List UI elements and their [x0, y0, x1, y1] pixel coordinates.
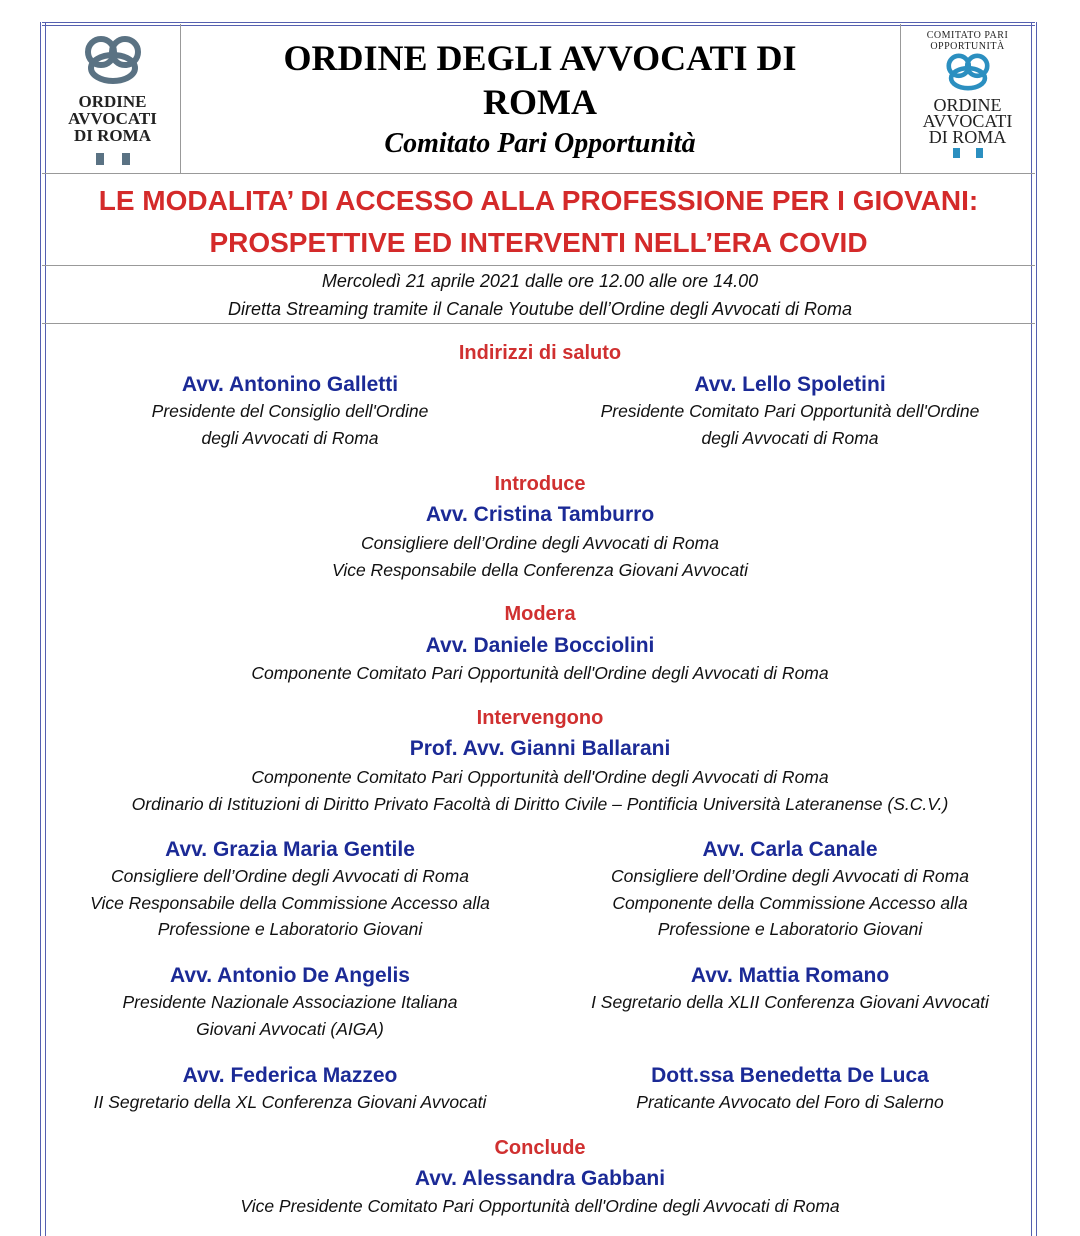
speaker	[40, 838, 540, 943]
speaker-role: Consigliere dell’Ordine degli Avvocati di Roma	[611, 866, 969, 886]
speaker	[540, 1064, 1040, 1116]
ordine-avvocati-logo	[50, 34, 175, 170]
speaker-name: Prof. Avv. Gianni Ballarani	[409, 737, 671, 760]
section-heading: Introduce	[494, 473, 586, 495]
speaker	[40, 373, 540, 451]
logo-text: ORDINE	[933, 95, 1002, 115]
event-date: Mercoledì 21 aprile 2021 dalle ore 12.00 alle ore 14.00	[321, 271, 759, 291]
speaker-name: Avv. Federica Mazzeo	[182, 1064, 398, 1087]
divider	[42, 265, 1035, 266]
event-streaming: Diretta Streaming tramite il Canale Youtube dell’Ordine degli Avvocati di Roma	[228, 299, 852, 319]
org-title-line: ROMA	[483, 82, 597, 122]
section-heading: Conclude	[494, 1137, 586, 1159]
speaker	[540, 373, 1040, 451]
speaker-name: Avv. Grazia Maria Gentile	[165, 838, 415, 861]
logo-text: AVVOCATI	[68, 109, 157, 128]
speaker-name: Avv. Carla Canale	[702, 838, 878, 861]
speaker-role: Consigliere dell’Ordine degli Avvocati di Roma	[111, 866, 469, 886]
speaker-role: II Segretario della XL Conferenza Giovani Avvocati	[93, 1092, 487, 1112]
border-top	[42, 22, 1035, 26]
speaker-role: Presidente Nazionale Associazione Italiana	[122, 992, 458, 1012]
section-heading: Indirizzi di saluto	[458, 342, 622, 364]
knot-icon	[81, 34, 145, 86]
speaker-role: Presidente Comitato Pari Opportunità dell'Ordine	[600, 401, 980, 421]
speaker-role: degli Avvocati di Roma	[201, 427, 379, 448]
speaker-name: Avv. Antonio De Angelis	[170, 964, 410, 987]
speaker-role: Componente Comitato Pari Opportunità dell'Ordine degli Avvocati di Roma	[251, 663, 829, 683]
section-heading: Intervengono	[476, 707, 604, 729]
speaker-name: Dott.ssa Benedetta De Luca	[651, 1064, 929, 1087]
committee-subtitle: Comitato Pari Opportunità	[384, 128, 696, 159]
org-title	[180, 36, 900, 124]
speaker-role: Consigliere dell’Ordine degli Avvocati di Roma	[361, 533, 719, 553]
speaker	[40, 1064, 540, 1116]
speaker	[540, 838, 1040, 943]
speaker-name: Avv. Daniele Bocciolini	[425, 634, 655, 657]
speaker	[40, 503, 1040, 583]
event-title	[42, 180, 1035, 264]
speaker-name: Avv. Alessandra Gabbani	[414, 1167, 666, 1190]
speaker-role: Vice Responsabile della Conferenza Giovani Avvocati	[331, 559, 749, 580]
speaker-role: Presidente del Consiglio dell'Ordine	[151, 401, 429, 421]
speaker-role: Giovani Avvocati (AIGA)	[196, 1018, 384, 1039]
logo-text: DI ROMA	[928, 127, 1007, 147]
org-title-line: ORDINE DEGLI AVVOCATI DI	[283, 38, 797, 78]
speaker-role: Ordinario di Istituzioni di Diritto Privato Facoltà di Diritto Civile – Pontificia Università Lateranense (S.C.V.)	[131, 793, 949, 814]
speaker-role: I Segretario della XLII Conferenza Giovani Avvocati	[591, 992, 989, 1012]
comitato-pari-opportunita-logo	[905, 30, 1030, 163]
speaker-name: Avv. Lello Spoletini	[694, 373, 886, 396]
logo-text: ORDINE	[78, 92, 147, 111]
logo-text: DI ROMA	[74, 126, 151, 145]
divider	[900, 24, 901, 173]
event-title-line: LE MODALITA’ DI ACCESSO ALLA PROFESSIONE PER I GIOVANI:	[98, 185, 979, 216]
speaker-role: degli Avvocati di Roma	[701, 427, 879, 448]
divider	[42, 323, 1035, 324]
speaker-role: Professione e Laboratorio Giovani	[157, 919, 423, 939]
speaker	[540, 964, 1040, 1016]
speaker	[40, 964, 540, 1042]
knot-icon	[942, 52, 994, 92]
speaker-name: Avv. Cristina Tamburro	[425, 503, 655, 526]
speaker-role: Componente Comitato Pari Opportunità dell'Ordine degli Avvocati di Roma	[251, 767, 829, 787]
speaker-name: Avv. Mattia Romano	[690, 964, 890, 987]
divider	[42, 173, 1035, 174]
logo-arc-text: COMITATO PARI OPPORTUNITÀ	[926, 30, 1009, 52]
speaker-role: Praticante Avvocato del Foro di Salerno	[636, 1092, 944, 1112]
speaker-name: Avv. Antonino Galletti	[181, 373, 399, 396]
speaker-role: Componente della Commissione Accesso alla	[612, 892, 968, 913]
logo-text: AVVOCATI	[922, 111, 1013, 131]
section-heading: Modera	[504, 603, 576, 625]
speaker	[40, 737, 1040, 817]
event-title-line: PROSPETTIVE ED INTERVENTI NELL’ERA COVID	[209, 227, 868, 258]
speaker-role: Vice Presidente Comitato Pari Opportunità dell'Ordine degli Avvocati di Roma	[240, 1196, 840, 1216]
speaker	[40, 1167, 1040, 1220]
speaker-role: Professione e Laboratorio Giovani	[657, 919, 923, 939]
speaker	[40, 634, 1040, 687]
speaker-role: Vice Responsabile della Commissione Accesso alla	[90, 892, 490, 913]
